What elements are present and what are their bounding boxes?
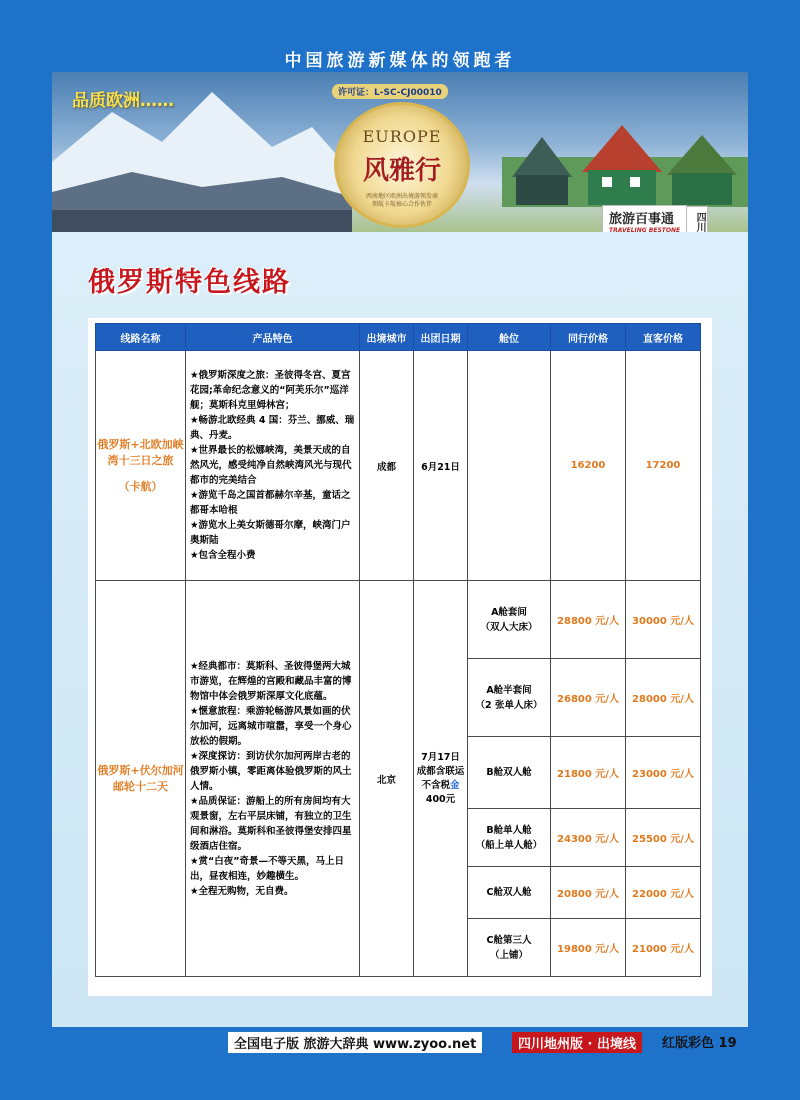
departure-city: 北京 [360,581,414,977]
footer-page-number: 红版彩色 19 [662,1036,737,1051]
license-number: 许可证：L-SC-CJ00010 [332,84,448,99]
cabin-type: C舱双人舱 [468,867,551,919]
direct-price: 25500 元/人 [626,809,701,867]
brand-logo: 旅游百事通 TRAVELING BESTONE 四川 [602,205,687,232]
emblem-chinese: 风雅行 [362,156,441,186]
section-title: 俄罗斯特色线路 [88,267,291,298]
peer-price: 16200 [551,351,626,581]
banner-title: 品质欧洲…… [72,91,174,111]
header-features: 产品特色 [186,324,360,351]
banner [52,72,748,232]
houses-scene-image [502,117,748,207]
header-city: 出境城市 [360,324,414,351]
departure-date: 7月17日 成都含联运不含税金 400元 [414,581,468,977]
direct-price: 30000 元/人 [626,581,701,659]
peer-price: 26800 元/人 [551,659,626,737]
header-route: 线路名称 [96,324,186,351]
peer-price: 19800 元/人 [551,919,626,977]
table-row [96,351,701,581]
header-direct-price: 直客价格 [626,324,701,351]
route-name: 俄罗斯+北欧加峡湾十三日之旅 （卡航） [96,351,186,581]
departure-city: 成都 [360,351,414,581]
cabin-type: B舱双人舱 [468,737,551,809]
departure-date: 6月21日 [414,351,468,581]
direct-price: 21000 元/人 [626,919,701,977]
cabin-type: C舱第三人 （上铺） [468,919,551,977]
direct-price: 23000 元/人 [626,737,701,809]
brand-emblem [334,102,470,228]
header-tagline: 中国旅游新媒体的领跑者 [284,51,516,71]
peer-price: 21800 元/人 [551,737,626,809]
footer-edition: 四川地州版 · 出境线 [512,1032,642,1053]
header-date: 出团日期 [414,324,468,351]
table-header-row [96,324,701,351]
cabin-type: A舱套间 （双人大床） [468,581,551,659]
cabin-type: A舱半套间 （2 张单人床） [468,659,551,737]
cabin-type: B舱单人舱 （船上单人舱） [468,809,551,867]
emblem-subtitle: 西南地区欧洲出境游领发商 领航卡航核心合作伙伴 [365,193,438,208]
footer-website: 全国电子版 旅游大辞典 www.zyoo.net [228,1032,482,1053]
logo-region: 四川 [686,206,708,232]
direct-price: 17200 [626,351,701,581]
page-footer [0,1030,800,1056]
route-table [95,323,701,977]
header-cabin: 舱位 [468,324,551,351]
route-features: ★经典都市：莫斯科、圣彼得堡两大城市游览，在辉煌的宫殿和藏品丰富的博物馆中体会俄罗斯深厚文化底蕴。 ★惬意旅程：乘游轮畅游风景如画的伏尔加河，远离城市喧嚣，享受一个身心放松的假期。 ★深度探访：到访伏尔加河两岸古老的俄罗斯小镇，零距离体验俄罗斯的风土人情。 ★品质保证：游船上的所有房间均有大观景窗，左右平层床铺，有独立的卫生间和淋浴。莫斯科和圣彼得堡安排四星级酒店住宿。 ★赏“白夜”奇景—不等天黑，马上日出，昼夜相连，妙趣横生。 ★全程无购物，无自费。 [186,581,360,977]
table-row [96,581,701,659]
header-peer-price: 同行价格 [551,324,626,351]
direct-price: 22000 元/人 [626,867,701,919]
route-features: ★俄罗斯深度之旅：圣彼得冬宫、夏宫花园;革命纪念意义的“阿芙乐尔”巡洋舰；莫斯科克里姆林宫； ★畅游北欧经典 4 国：芬兰、挪威、瑞典、丹麦。 ★世界最长的松娜峡湾，美景天成的自然风光，感受纯净自然峡湾风光与现代都市的完美结合 ★游览千岛之国首都赫尔辛基，童话之都哥本哈根 ★游览水上美女斯德哥尔摩，峡湾门户奥斯陆 ★包含全程小费 [186,351,360,581]
cabin-cell [468,351,551,581]
content-panel [52,72,748,1027]
peer-price: 28800 元/人 [551,581,626,659]
peer-price: 24300 元/人 [551,809,626,867]
direct-price: 28000 元/人 [626,659,701,737]
emblem-english: EUROPE [362,127,442,146]
route-name: 俄罗斯+伏尔加河邮轮十二天 [96,581,186,977]
peer-price: 20800 元/人 [551,867,626,919]
route-table-container [88,318,712,996]
